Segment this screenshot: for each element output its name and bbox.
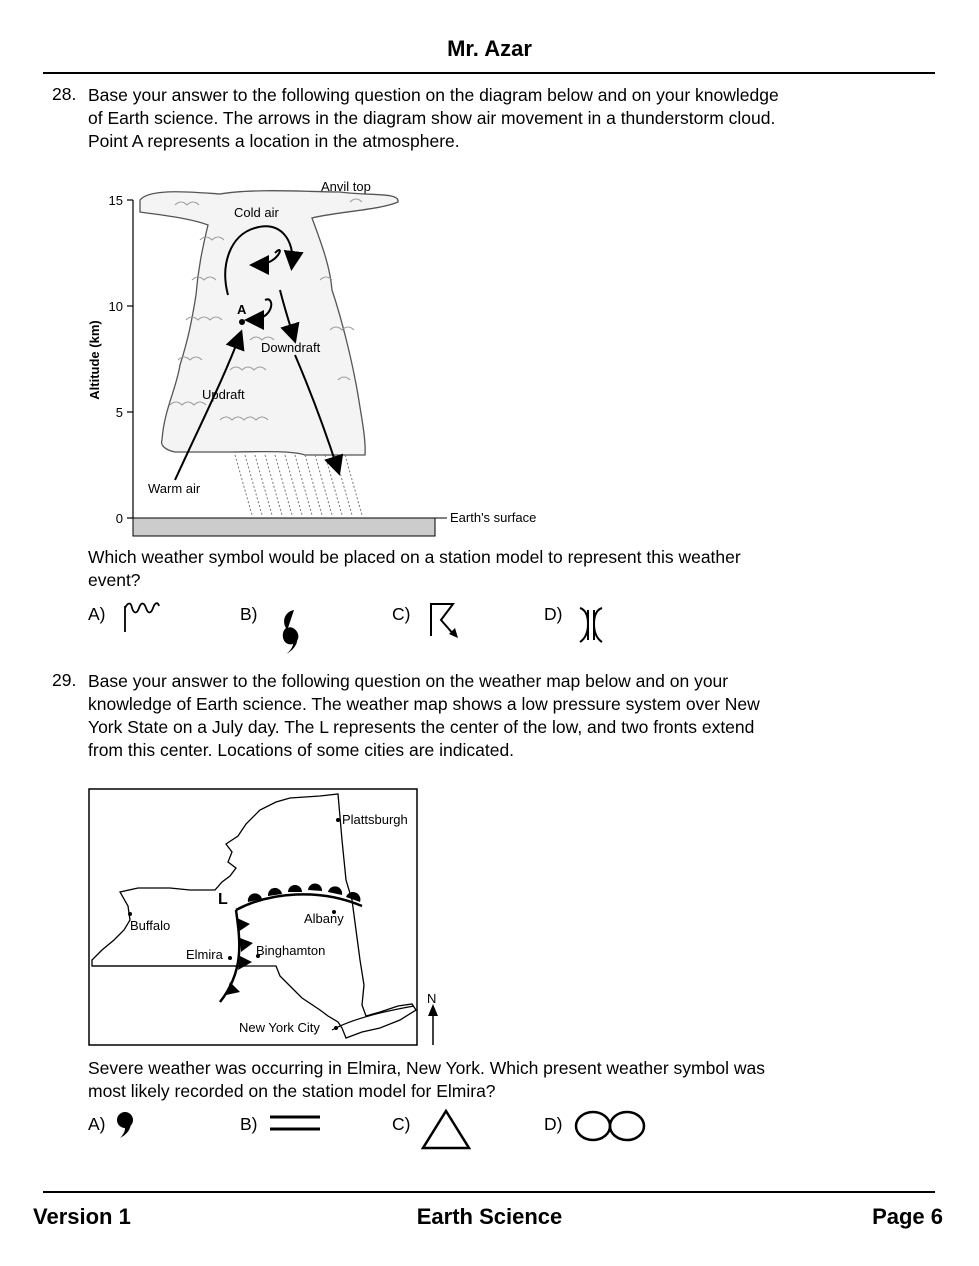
- thunderstorm-cloud: [140, 191, 398, 455]
- earth-surface-label: Earth's surface: [450, 510, 537, 525]
- q29-question-line: most likely recorded on the station model for Elmira?: [88, 1081, 496, 1101]
- drizzle-icon[interactable]: [114, 1110, 138, 1140]
- q29-prompt-line: knowledge of Earth science. The weather map shows a low pressure system over New: [88, 694, 760, 714]
- footer-version: Version 1: [33, 1204, 131, 1229]
- hail-icon[interactable]: [420, 1108, 472, 1152]
- q28-prompt-line: of Earth science. The arrows in the diagram show air movement in a thunderstorm cloud.: [88, 108, 776, 128]
- footer-rule: [43, 1191, 935, 1193]
- page-header-title: Mr. Azar: [447, 36, 532, 61]
- q28-prompt-line: Base your answer to the following question on the diagram below and on your knowledge: [88, 85, 779, 105]
- city-new-york-city-label: New York City: [239, 1020, 320, 1035]
- earth-surface: [133, 518, 435, 536]
- anvil-top-label: Anvil top: [321, 179, 371, 194]
- q29-question-line: Severe weather was occurring in Elmira, New York. Which present weather symbol was: [88, 1058, 765, 1078]
- q28-question: [88, 546, 868, 592]
- tick-label: 0: [115, 511, 123, 526]
- footer-page-number: Page 6: [872, 1204, 943, 1229]
- fog-icon[interactable]: [268, 1112, 322, 1134]
- map-frame: [89, 789, 417, 1045]
- updraft-label: Updraft: [202, 387, 245, 402]
- smog-icon[interactable]: [576, 604, 608, 644]
- q29-choice-d-label[interactable]: D): [544, 1114, 563, 1134]
- tick-label: 15: [108, 193, 123, 208]
- q29-choice-c-label[interactable]: C): [392, 1114, 411, 1134]
- altitude-axis: [127, 200, 133, 518]
- cold-air-label: Cold air: [234, 205, 279, 220]
- rain-streaks: [235, 455, 362, 515]
- city-buffalo-label: Buffalo: [130, 918, 171, 933]
- q28-question-line: event?: [88, 570, 141, 590]
- q28-number: 28.: [52, 84, 77, 104]
- thunderstorm-icon[interactable]: [425, 600, 463, 642]
- q28-choice-d-label[interactable]: D): [544, 604, 563, 624]
- q29-prompt: [88, 670, 868, 762]
- footer-subject: Earth Science: [416, 1204, 563, 1229]
- q28-choice-b-label[interactable]: B): [240, 604, 258, 624]
- q28-choice-c-label[interactable]: C): [392, 604, 411, 624]
- q29-choice-a-label[interactable]: A): [88, 1114, 106, 1134]
- warm-air-label: Warm air: [148, 481, 201, 496]
- city-binghamton-label: Binghamton: [256, 943, 326, 958]
- q28-question-line: Which weather symbol would be placed on a station model to represent this weather: [88, 547, 741, 567]
- q28-prompt-line: Point A represents a location in the atmosphere.: [88, 131, 460, 151]
- city-plattsburgh-label: Plattsburgh: [342, 812, 408, 827]
- q29-prompt-line: from this center. Locations of some cities are indicated.: [88, 740, 515, 760]
- q28-choice-a-label[interactable]: A): [88, 604, 106, 624]
- q28-prompt: [88, 84, 868, 153]
- north-arrow-label: N: [427, 991, 437, 1006]
- freezing-drizzle-icon[interactable]: [122, 600, 162, 636]
- weather-map: [80, 780, 460, 1055]
- tick-label: 5: [115, 405, 123, 420]
- low-pressure-label: L: [218, 891, 228, 908]
- tick-label: 10: [108, 299, 123, 314]
- city-albany-label: Albany: [304, 911, 344, 926]
- q29-question: [88, 1057, 868, 1103]
- y-axis-label: Altitude (km): [87, 320, 102, 400]
- haze-icon[interactable]: [573, 1108, 649, 1144]
- city-elmira-label: Elmira: [186, 947, 223, 962]
- q29-prompt-line: Base your answer to the following question on the weather map below and on your: [88, 671, 729, 691]
- thunderstorm-diagram: [80, 170, 560, 545]
- q29-prompt-line: York State on a July day. The L represents the center of the low, and two fronts extend: [88, 717, 755, 737]
- point-a-label: A: [237, 302, 247, 317]
- hurricane-icon[interactable]: [278, 608, 306, 656]
- point-a-marker: [239, 319, 245, 325]
- header-rule: [43, 72, 935, 74]
- downdraft-label: Downdraft: [261, 340, 321, 355]
- q29-number: 29.: [52, 670, 77, 690]
- q29-choice-b-label[interactable]: B): [240, 1114, 258, 1134]
